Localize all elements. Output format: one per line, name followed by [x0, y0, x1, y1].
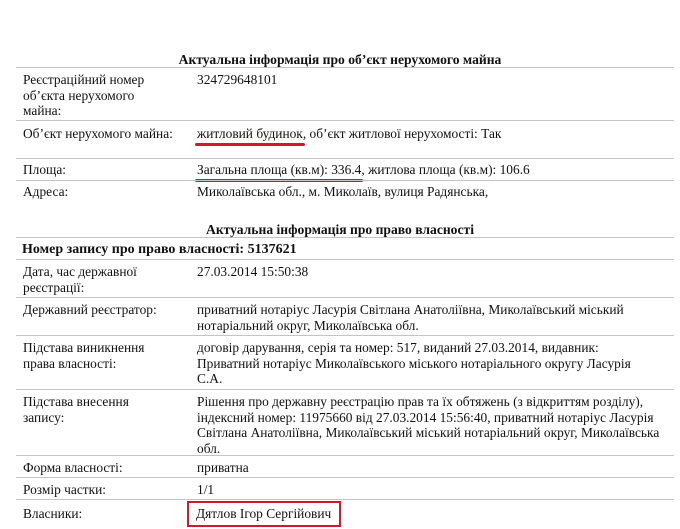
divider [16, 259, 674, 260]
datetime-value: 27.03.2014 15:50:38 [197, 264, 309, 279]
divider [16, 477, 674, 478]
ownership-form-label: Форма власності: [23, 460, 123, 475]
area-label: Площа: [23, 162, 67, 177]
record-title: Номер запису про право власності: 5137621 [22, 242, 297, 257]
entry-label: Підстава внесення запису: [23, 394, 129, 425]
share-value: 1/1 [197, 482, 215, 497]
entry-value: Рішення про державну реєстрацію прав та їх обтяжень (з відкриттям розділу), індексний номер: 11975660 від 27.03.2014 15:56:40, приватний нотаріус Ласурія Світлана Анатоліївна, Миколаївський міський нотаріальний округ, Миколаївська обл. [197, 394, 660, 456]
divider [16, 237, 674, 238]
object-type-rest: , об’єкт житлової нерухомості: Так [302, 126, 502, 141]
divider [16, 120, 674, 121]
divider [16, 335, 674, 336]
address-label: Адреса: [23, 184, 69, 199]
owners-value [197, 506, 657, 527]
object-value [197, 126, 657, 142]
ownership-heading: Актуальна інформація про право власності [206, 222, 474, 237]
owner-name-highlight: Дятлов Ігор Сергійович [187, 501, 341, 527]
registrar-value: приватний нотаріус Ласурія Світлана Анатоліївна, Миколаївський міський нотаріальний округ, Миколаївська обл. [197, 302, 624, 333]
object-label: Об’єкт нерухомого майна: [23, 126, 173, 141]
divider [16, 455, 674, 456]
total-area-highlight: Загальна площа (кв.м): 336.4 [197, 162, 362, 177]
address-value: Миколаївська обл., м. Миколаїв, вулиця Радянська, [197, 184, 489, 199]
reg-number-value: 324729648101 [197, 72, 278, 87]
divider [16, 158, 674, 159]
basis-value: договір дарування, серія та номер: 517, виданий 27.03.2014, видавник: Приватний нотаріус Миколаївського міського нотаріального округу Ласурія С.А. [197, 340, 631, 387]
object-type-highlight: житловий будинок [197, 126, 303, 141]
registrar-label: Державний реєстратор: [23, 302, 157, 317]
divider [16, 297, 674, 298]
divider [16, 180, 674, 181]
ownership-form-value: приватна [197, 460, 249, 475]
property-heading: Актуальна інформація про об’єкт нерухомого майна [178, 52, 502, 67]
divider [16, 67, 674, 68]
basis-label: Підстава виникнення права власності: [23, 340, 145, 371]
share-label: Розмір частки: [23, 482, 107, 497]
reg-number-label: Реєстраційний номер об’єкта нерухомого майна: [23, 72, 145, 119]
owners-label: Власники: [23, 506, 83, 521]
area-rest: , житлова площа (кв.м): 106.6 [361, 162, 530, 177]
divider [16, 499, 674, 500]
area-value [197, 162, 657, 178]
divider [16, 389, 674, 390]
datetime-label: Дата, час державної реєстрації: [23, 264, 137, 295]
